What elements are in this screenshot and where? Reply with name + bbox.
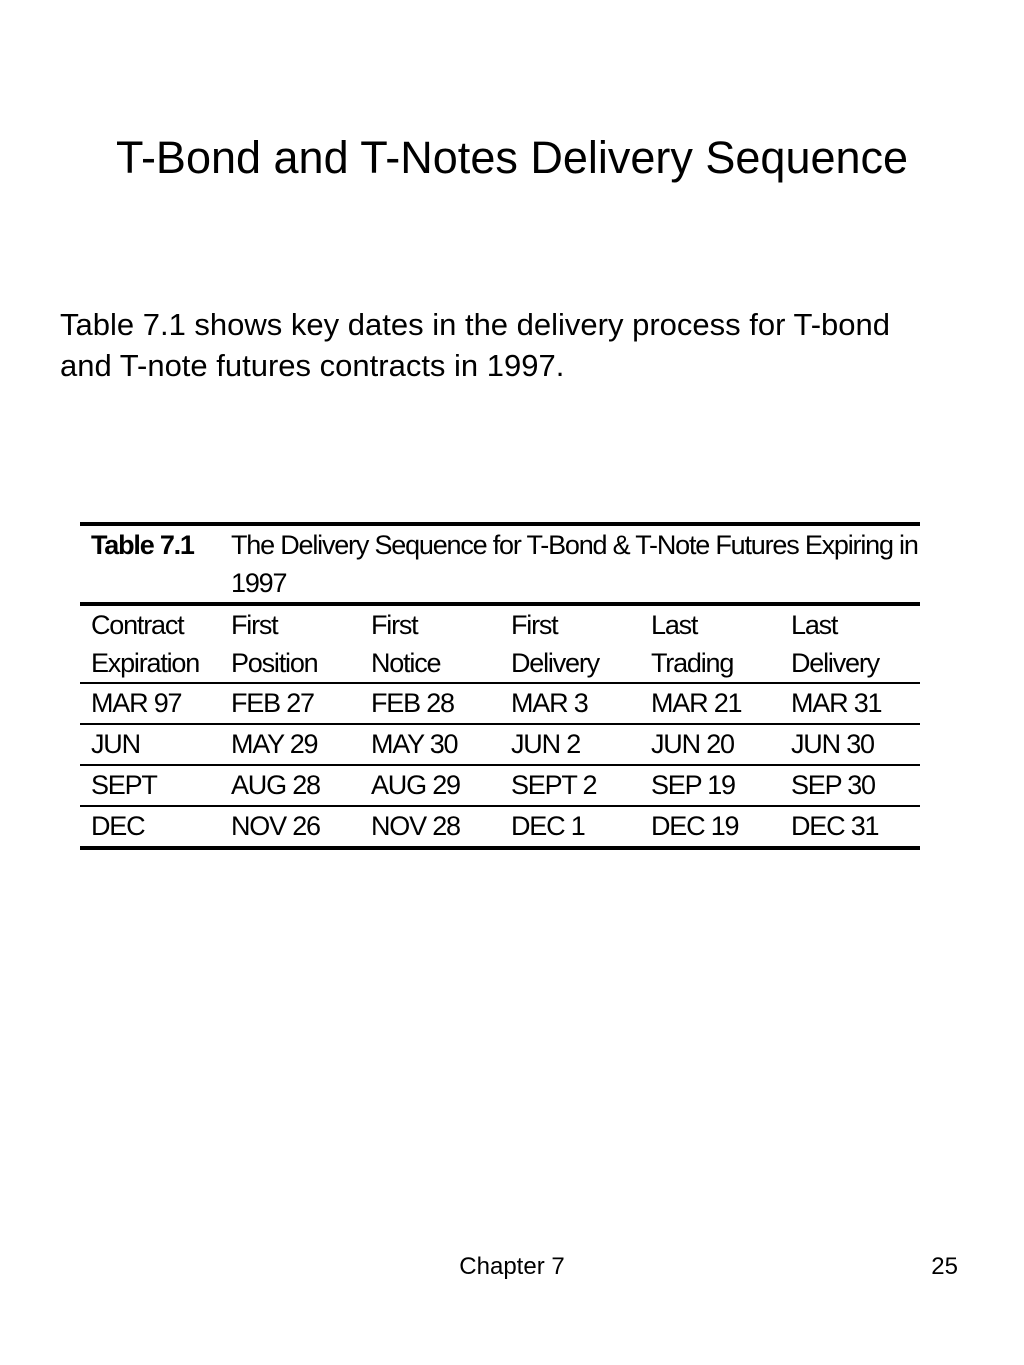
table-row — [80, 806, 920, 848]
table-cell: SEP 30 — [780, 765, 920, 806]
table-row — [80, 683, 920, 724]
table-cell: DEC 19 — [640, 806, 780, 848]
header-line: First — [371, 610, 418, 640]
table-cell: DEC — [80, 806, 220, 848]
column-header — [780, 604, 920, 683]
table-cell: SEPT — [80, 765, 220, 806]
table-row — [80, 765, 920, 806]
header-line: Position — [231, 648, 318, 678]
table-cell: MAY 30 — [360, 724, 500, 765]
table-cell: MAR 97 — [80, 683, 220, 724]
footer-chapter-label: Chapter 7 — [459, 1253, 565, 1280]
table-cell: MAY 29 — [220, 724, 360, 765]
table-cell: JUN 2 — [500, 724, 640, 765]
table-cell: MAR 31 — [780, 683, 920, 724]
table-cell: SEP 19 — [640, 765, 780, 806]
table-cell: JUN — [80, 724, 220, 765]
slide-title: T-Bond and T-Notes Delivery Sequence — [115, 132, 909, 183]
header-line: Delivery — [791, 648, 879, 678]
table-cell: DEC 31 — [780, 806, 920, 848]
footer-page-number: 25 — [931, 1253, 958, 1280]
header-line: Notice — [371, 648, 441, 678]
table-cell: NOV 26 — [220, 806, 360, 848]
table-caption-row — [80, 524, 920, 604]
table-cell: NOV 28 — [360, 806, 500, 848]
table-cell: AUG 29 — [360, 765, 500, 806]
header-line: Expiration — [91, 648, 200, 678]
column-header — [220, 604, 360, 683]
table-row — [80, 724, 920, 765]
table-cell: MAR 3 — [500, 683, 640, 724]
table-cell: SEPT 2 — [500, 765, 640, 806]
delivery-sequence-table-container — [80, 522, 920, 850]
table-cell: MAR 21 — [640, 683, 780, 724]
header-line: Contract — [91, 610, 184, 640]
column-header — [500, 604, 640, 683]
table-cell: FEB 28 — [360, 683, 500, 724]
table-caption: The Delivery Sequence for T-Bond & T-Note Futures Expiring in 1997 — [220, 524, 920, 604]
header-line: Delivery — [511, 648, 599, 678]
header-line: Last — [651, 610, 698, 640]
table-cell: AUG 28 — [220, 765, 360, 806]
table-header-row — [80, 604, 920, 683]
column-header — [360, 604, 500, 683]
header-line: First — [231, 610, 278, 640]
intro-paragraph: Table 7.1 shows key dates in the delivery process for T-bond and T-note futures contracts in 1997. — [60, 307, 890, 383]
header-line: Trading — [651, 648, 734, 678]
table-cell: FEB 27 — [220, 683, 360, 724]
header-line: First — [511, 610, 558, 640]
header-line: Last — [791, 610, 838, 640]
table-cell: DEC 1 — [500, 806, 640, 848]
table-cell: JUN 30 — [780, 724, 920, 765]
table-cell: JUN 20 — [640, 724, 780, 765]
delivery-sequence-table — [80, 522, 920, 850]
column-header — [80, 604, 220, 683]
column-header — [640, 604, 780, 683]
table-label: Table 7.1 — [80, 524, 220, 604]
